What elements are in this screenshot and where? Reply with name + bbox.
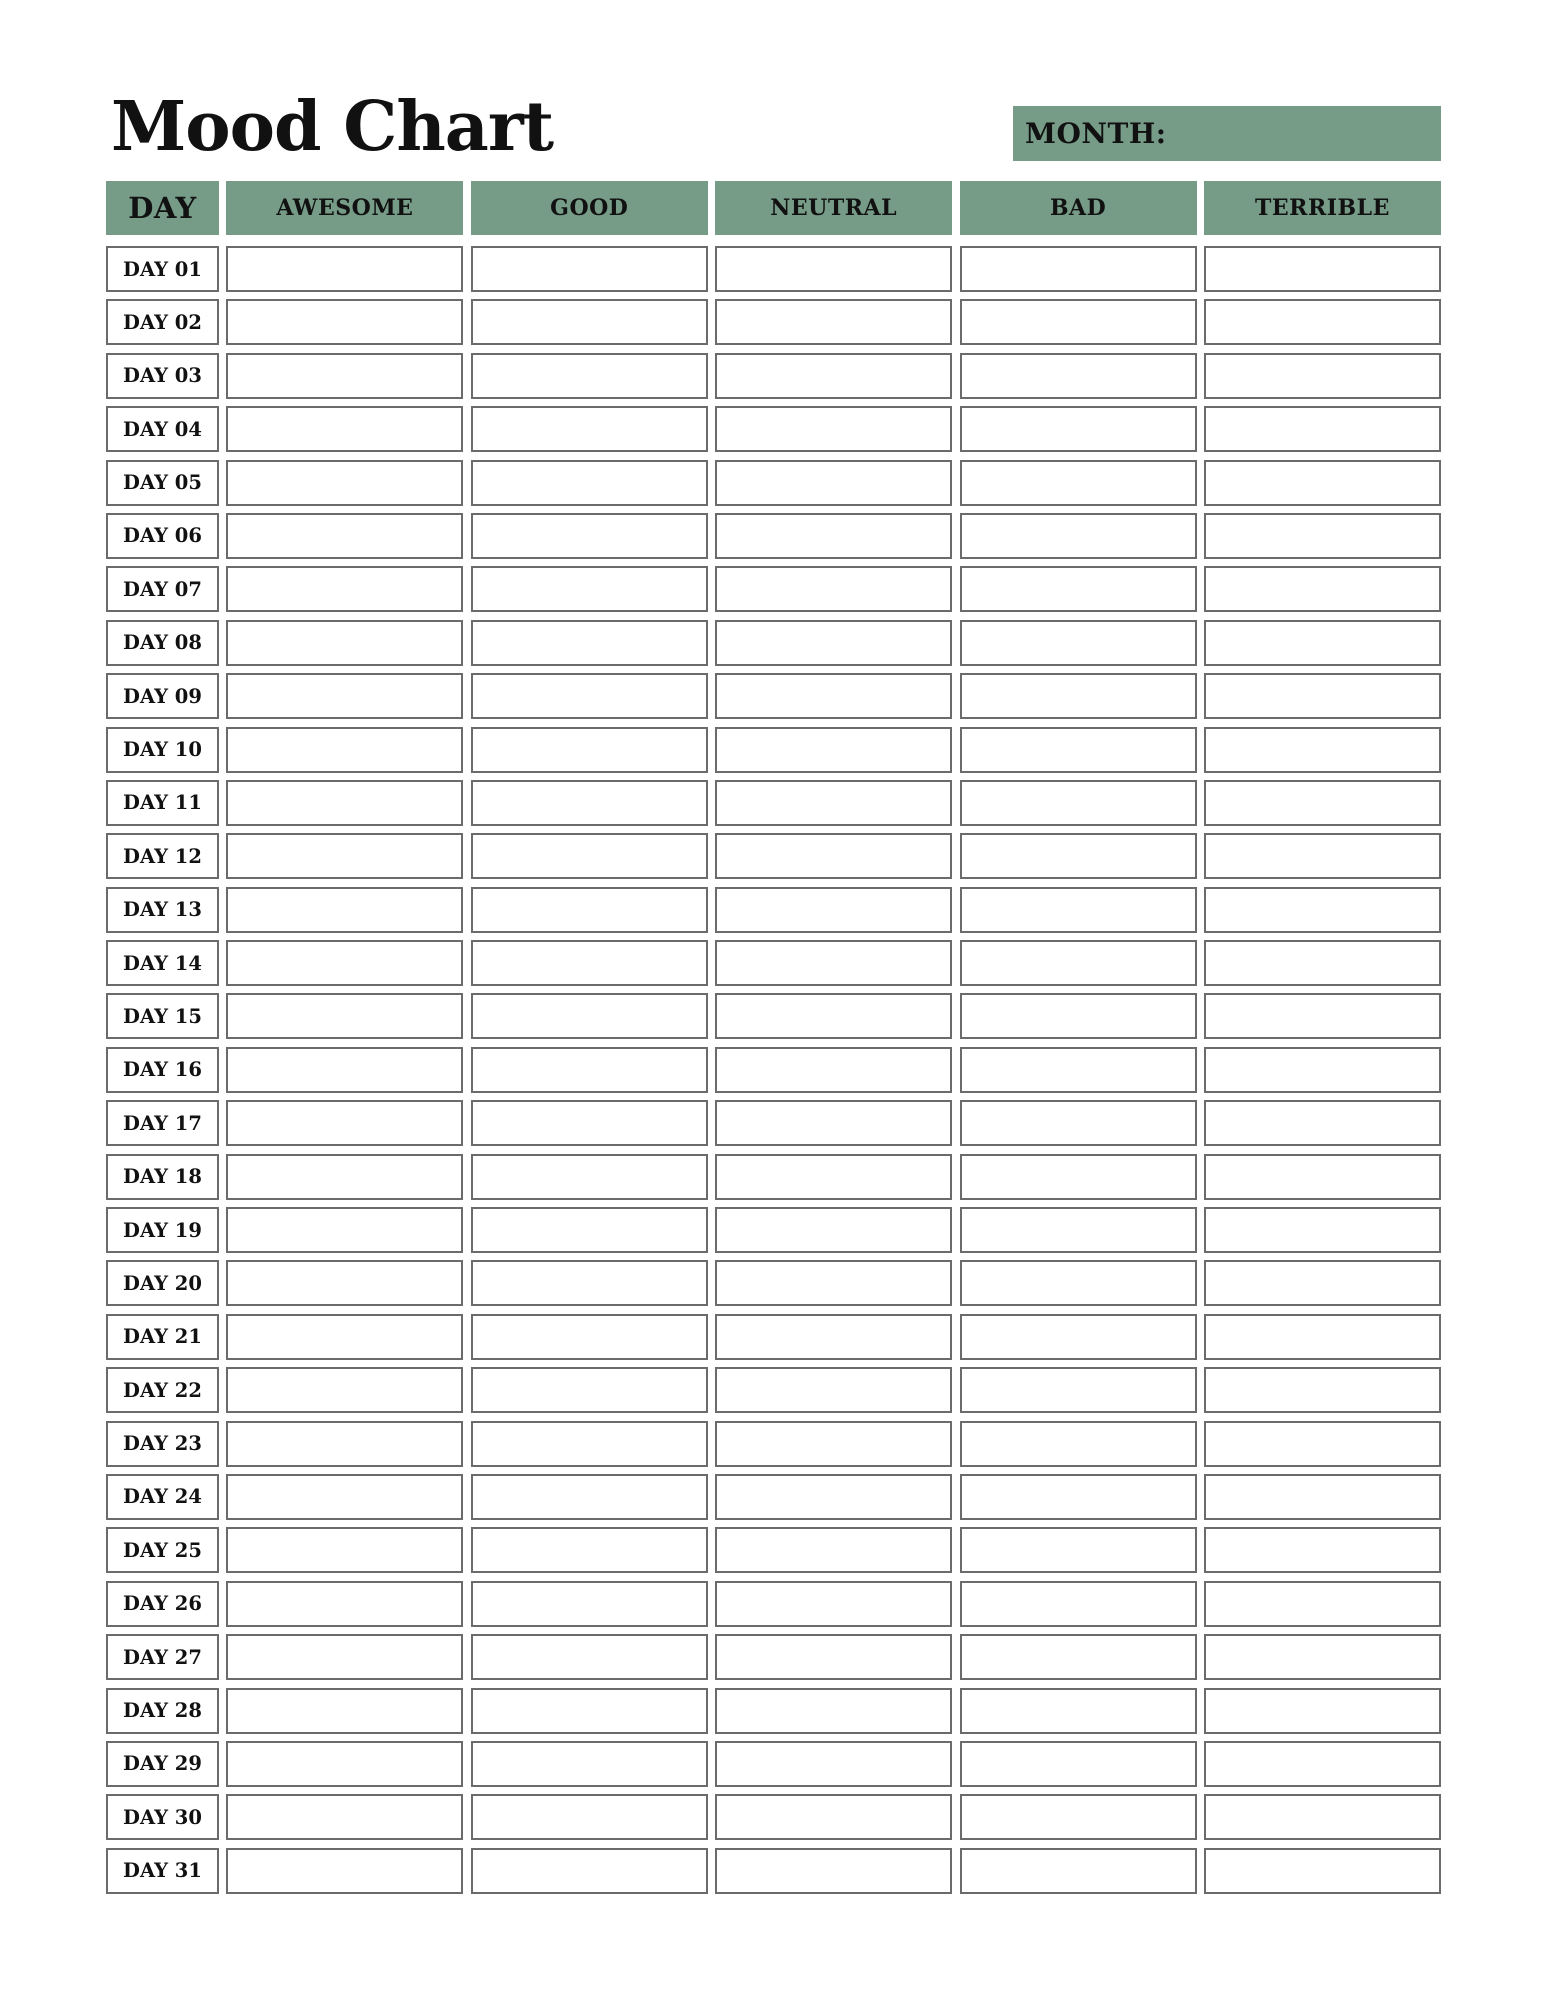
mood-cell[interactable] [715,1100,952,1146]
month-label: MONTH: [1025,117,1167,150]
day-row-label: DAY 22 [106,1367,219,1413]
mood-cell[interactable] [715,887,952,933]
mood-cell[interactable] [1204,299,1441,345]
day-row-label: DAY 26 [106,1581,219,1627]
mood-cell[interactable] [471,1688,708,1734]
mood-cell[interactable] [1204,940,1441,986]
mood-cell[interactable] [1204,993,1441,1039]
mood-cell[interactable] [226,460,463,506]
mood-cell[interactable] [960,566,1197,612]
day-row-label: DAY 16 [106,1047,219,1093]
mood-cell[interactable] [715,1527,952,1573]
mood-cell[interactable] [226,1848,463,1894]
mood-cell[interactable] [715,1794,952,1840]
day-row-label: DAY 30 [106,1794,219,1840]
mood-cell[interactable] [1204,1260,1441,1306]
mood-cell[interactable] [715,1581,952,1627]
mood-cell[interactable] [226,1741,463,1787]
mood-cell[interactable] [1204,1527,1441,1573]
mood-cell[interactable] [226,1154,463,1200]
mood-cell[interactable] [715,1047,952,1093]
mood-cell[interactable] [471,833,708,879]
mood-cell[interactable] [715,620,952,666]
day-row-label: DAY 08 [106,620,219,666]
mood-cell[interactable] [715,460,952,506]
mood-cell[interactable] [960,1794,1197,1840]
mood-cell[interactable] [471,1848,708,1894]
month-field[interactable] [1013,106,1441,161]
mood-cell[interactable] [960,460,1197,506]
day-row-label: DAY 20 [106,1260,219,1306]
mood-cell[interactable] [471,620,708,666]
mood-cell[interactable] [226,1474,463,1520]
mood-cell[interactable] [1204,673,1441,719]
mood-cell[interactable] [715,1207,952,1253]
mood-cell[interactable] [226,620,463,666]
mood-cell[interactable] [960,513,1197,559]
mood-cell[interactable] [226,1367,463,1413]
mood-cell[interactable] [226,246,463,292]
mood-cell[interactable] [715,1314,952,1360]
mood-cell[interactable] [1204,620,1441,666]
mood-cell[interactable] [226,780,463,826]
mood-cell[interactable] [715,513,952,559]
mood-cell[interactable] [715,1367,952,1413]
mood-cell[interactable] [1204,780,1441,826]
mood-cell[interactable] [471,1314,708,1360]
mood-cell[interactable] [960,299,1197,345]
mood-cell[interactable] [471,1581,708,1627]
mood-cell[interactable] [960,1688,1197,1734]
mood-cell[interactable] [226,353,463,399]
mood-cell[interactable] [715,833,952,879]
mood-cell[interactable] [960,1314,1197,1360]
mood-cell[interactable] [960,620,1197,666]
mood-cell[interactable] [715,246,952,292]
mood-cell[interactable] [715,1688,952,1734]
mood-cell[interactable] [1204,1421,1441,1467]
mood-cell[interactable] [471,513,708,559]
mood-cell[interactable] [471,1421,708,1467]
mood-cell[interactable] [1204,1314,1441,1360]
mood-cell[interactable] [226,727,463,773]
day-row-label: DAY 21 [106,1314,219,1360]
day-row-label: DAY 11 [106,780,219,826]
mood-cell[interactable] [715,1634,952,1680]
mood-cell[interactable] [471,1260,708,1306]
mood-cell[interactable] [226,299,463,345]
mood-cell[interactable] [226,1688,463,1734]
mood-cell[interactable] [471,1207,708,1253]
mood-cell[interactable] [471,780,708,826]
mood-cell[interactable] [1204,1794,1441,1840]
mood-cell[interactable] [960,673,1197,719]
mood-cell[interactable] [226,406,463,452]
day-row-label: DAY 23 [106,1421,219,1467]
mood-cell[interactable] [715,406,952,452]
mood-cell[interactable] [226,566,463,612]
mood-cell[interactable] [960,993,1197,1039]
mood-cell[interactable] [715,1741,952,1787]
mood-cell[interactable] [715,299,952,345]
mood-cell[interactable] [1204,1154,1441,1200]
mood-cell[interactable] [1204,833,1441,879]
mood-cell[interactable] [471,299,708,345]
mood-cell[interactable] [960,940,1197,986]
day-row-label: DAY 06 [106,513,219,559]
day-row-label: DAY 04 [106,406,219,452]
mood-cell[interactable] [226,1634,463,1680]
mood-cell[interactable] [960,1634,1197,1680]
mood-cell[interactable] [471,246,708,292]
mood-cell[interactable] [471,993,708,1039]
mood-cell[interactable] [226,1421,463,1467]
day-row-label: DAY 14 [106,940,219,986]
day-row-label: DAY 19 [106,1207,219,1253]
day-column-header: DAY [106,181,219,235]
day-row-label: DAY 07 [106,566,219,612]
mood-cell[interactable] [960,1367,1197,1413]
mood-cell[interactable] [960,1421,1197,1467]
mood-cell[interactable] [226,1527,463,1573]
mood-column-header: AWESOME [226,181,463,235]
mood-cell[interactable] [226,1100,463,1146]
mood-cell[interactable] [715,940,952,986]
mood-cell[interactable] [960,1100,1197,1146]
mood-cell[interactable] [471,1367,708,1413]
mood-cell[interactable] [715,993,952,1039]
day-row-label: DAY 12 [106,833,219,879]
day-row-label: DAY 31 [106,1848,219,1894]
mood-cell[interactable] [960,246,1197,292]
mood-cell[interactable] [471,673,708,719]
mood-cell[interactable] [226,1260,463,1306]
mood-cell[interactable] [1204,566,1441,612]
mood-table [106,181,1441,1901]
mood-cell[interactable] [960,1581,1197,1627]
mood-cell[interactable] [226,833,463,879]
mood-cell[interactable] [960,833,1197,879]
day-row-label: DAY 13 [106,887,219,933]
mood-cell[interactable] [715,673,952,719]
mood-cell[interactable] [471,1100,708,1146]
mood-cell[interactable] [960,727,1197,773]
mood-cell[interactable] [471,1154,708,1200]
mood-cell[interactable] [1204,353,1441,399]
mood-cell[interactable] [960,780,1197,826]
mood-cell[interactable] [715,1848,952,1894]
mood-cell[interactable] [1204,246,1441,292]
mood-cell[interactable] [471,887,708,933]
mood-cell[interactable] [1204,1581,1441,1627]
mood-cell[interactable] [226,1581,463,1627]
mood-cell[interactable] [1204,727,1441,773]
day-row-label: DAY 28 [106,1688,219,1734]
mood-cell[interactable] [471,460,708,506]
day-row-label: DAY 10 [106,727,219,773]
day-row-label: DAY 02 [106,299,219,345]
mood-cell[interactable] [1204,406,1441,452]
day-row-label: DAY 17 [106,1100,219,1146]
mood-cell[interactable] [960,1741,1197,1787]
day-row-label: DAY 18 [106,1154,219,1200]
mood-column-header: BAD [960,181,1197,235]
mood-cell[interactable] [1204,1688,1441,1734]
mood-cell[interactable] [226,940,463,986]
mood-cell[interactable] [1204,1100,1441,1146]
mood-column-header: NEUTRAL [715,181,952,235]
day-row-label: DAY 24 [106,1474,219,1520]
mood-cell[interactable] [715,1474,952,1520]
mood-cell[interactable] [1204,1047,1441,1093]
mood-cell[interactable] [960,1207,1197,1253]
mood-cell[interactable] [226,1794,463,1840]
mood-cell[interactable] [960,887,1197,933]
mood-cell[interactable] [471,940,708,986]
mood-column-header: GOOD [471,181,708,235]
mood-cell[interactable] [1204,1474,1441,1520]
mood-cell[interactable] [226,1207,463,1253]
day-row-label: DAY 27 [106,1634,219,1680]
mood-cell[interactable] [960,1527,1197,1573]
mood-cell[interactable] [226,887,463,933]
mood-cell[interactable] [471,566,708,612]
mood-cell[interactable] [471,353,708,399]
day-row-label: DAY 09 [106,673,219,719]
mood-cell[interactable] [960,406,1197,452]
mood-cell[interactable] [1204,513,1441,559]
mood-cell[interactable] [715,1260,952,1306]
mood-cell[interactable] [471,1741,708,1787]
mood-cell[interactable] [715,353,952,399]
day-row-label: DAY 29 [106,1741,219,1787]
day-row-label: DAY 01 [106,246,219,292]
mood-cell[interactable] [1204,1207,1441,1253]
mood-cell[interactable] [471,1527,708,1573]
page-title: Mood Chart [111,87,554,167]
mood-cell[interactable] [960,353,1197,399]
mood-cell[interactable] [471,1047,708,1093]
mood-cell[interactable] [715,780,952,826]
mood-cell[interactable] [715,727,952,773]
mood-cell[interactable] [226,1047,463,1093]
mood-cell[interactable] [1204,460,1441,506]
mood-cell[interactable] [960,1047,1197,1093]
mood-cell[interactable] [960,1154,1197,1200]
day-row-label: DAY 25 [106,1527,219,1573]
mood-cell[interactable] [1204,887,1441,933]
day-row-label: DAY 15 [106,993,219,1039]
mood-cell[interactable] [960,1848,1197,1894]
mood-cell[interactable] [1204,1741,1441,1787]
day-row-label: DAY 05 [106,460,219,506]
mood-cell[interactable] [715,1154,952,1200]
mood-cell[interactable] [471,406,708,452]
mood-cell[interactable] [1204,1367,1441,1413]
mood-cell[interactable] [471,1634,708,1680]
mood-cell[interactable] [715,1421,952,1467]
mood-cell[interactable] [960,1474,1197,1520]
mood-column-header: TERRIBLE [1204,181,1441,235]
mood-cell[interactable] [226,1314,463,1360]
mood-cell[interactable] [226,993,463,1039]
mood-cell[interactable] [1204,1848,1441,1894]
mood-cell[interactable] [471,727,708,773]
mood-cell[interactable] [226,673,463,719]
mood-cell[interactable] [471,1474,708,1520]
mood-cell[interactable] [715,566,952,612]
mood-cell[interactable] [1204,1634,1441,1680]
day-row-label: DAY 03 [106,353,219,399]
mood-cell[interactable] [471,1794,708,1840]
mood-cell[interactable] [960,1260,1197,1306]
mood-cell[interactable] [226,513,463,559]
